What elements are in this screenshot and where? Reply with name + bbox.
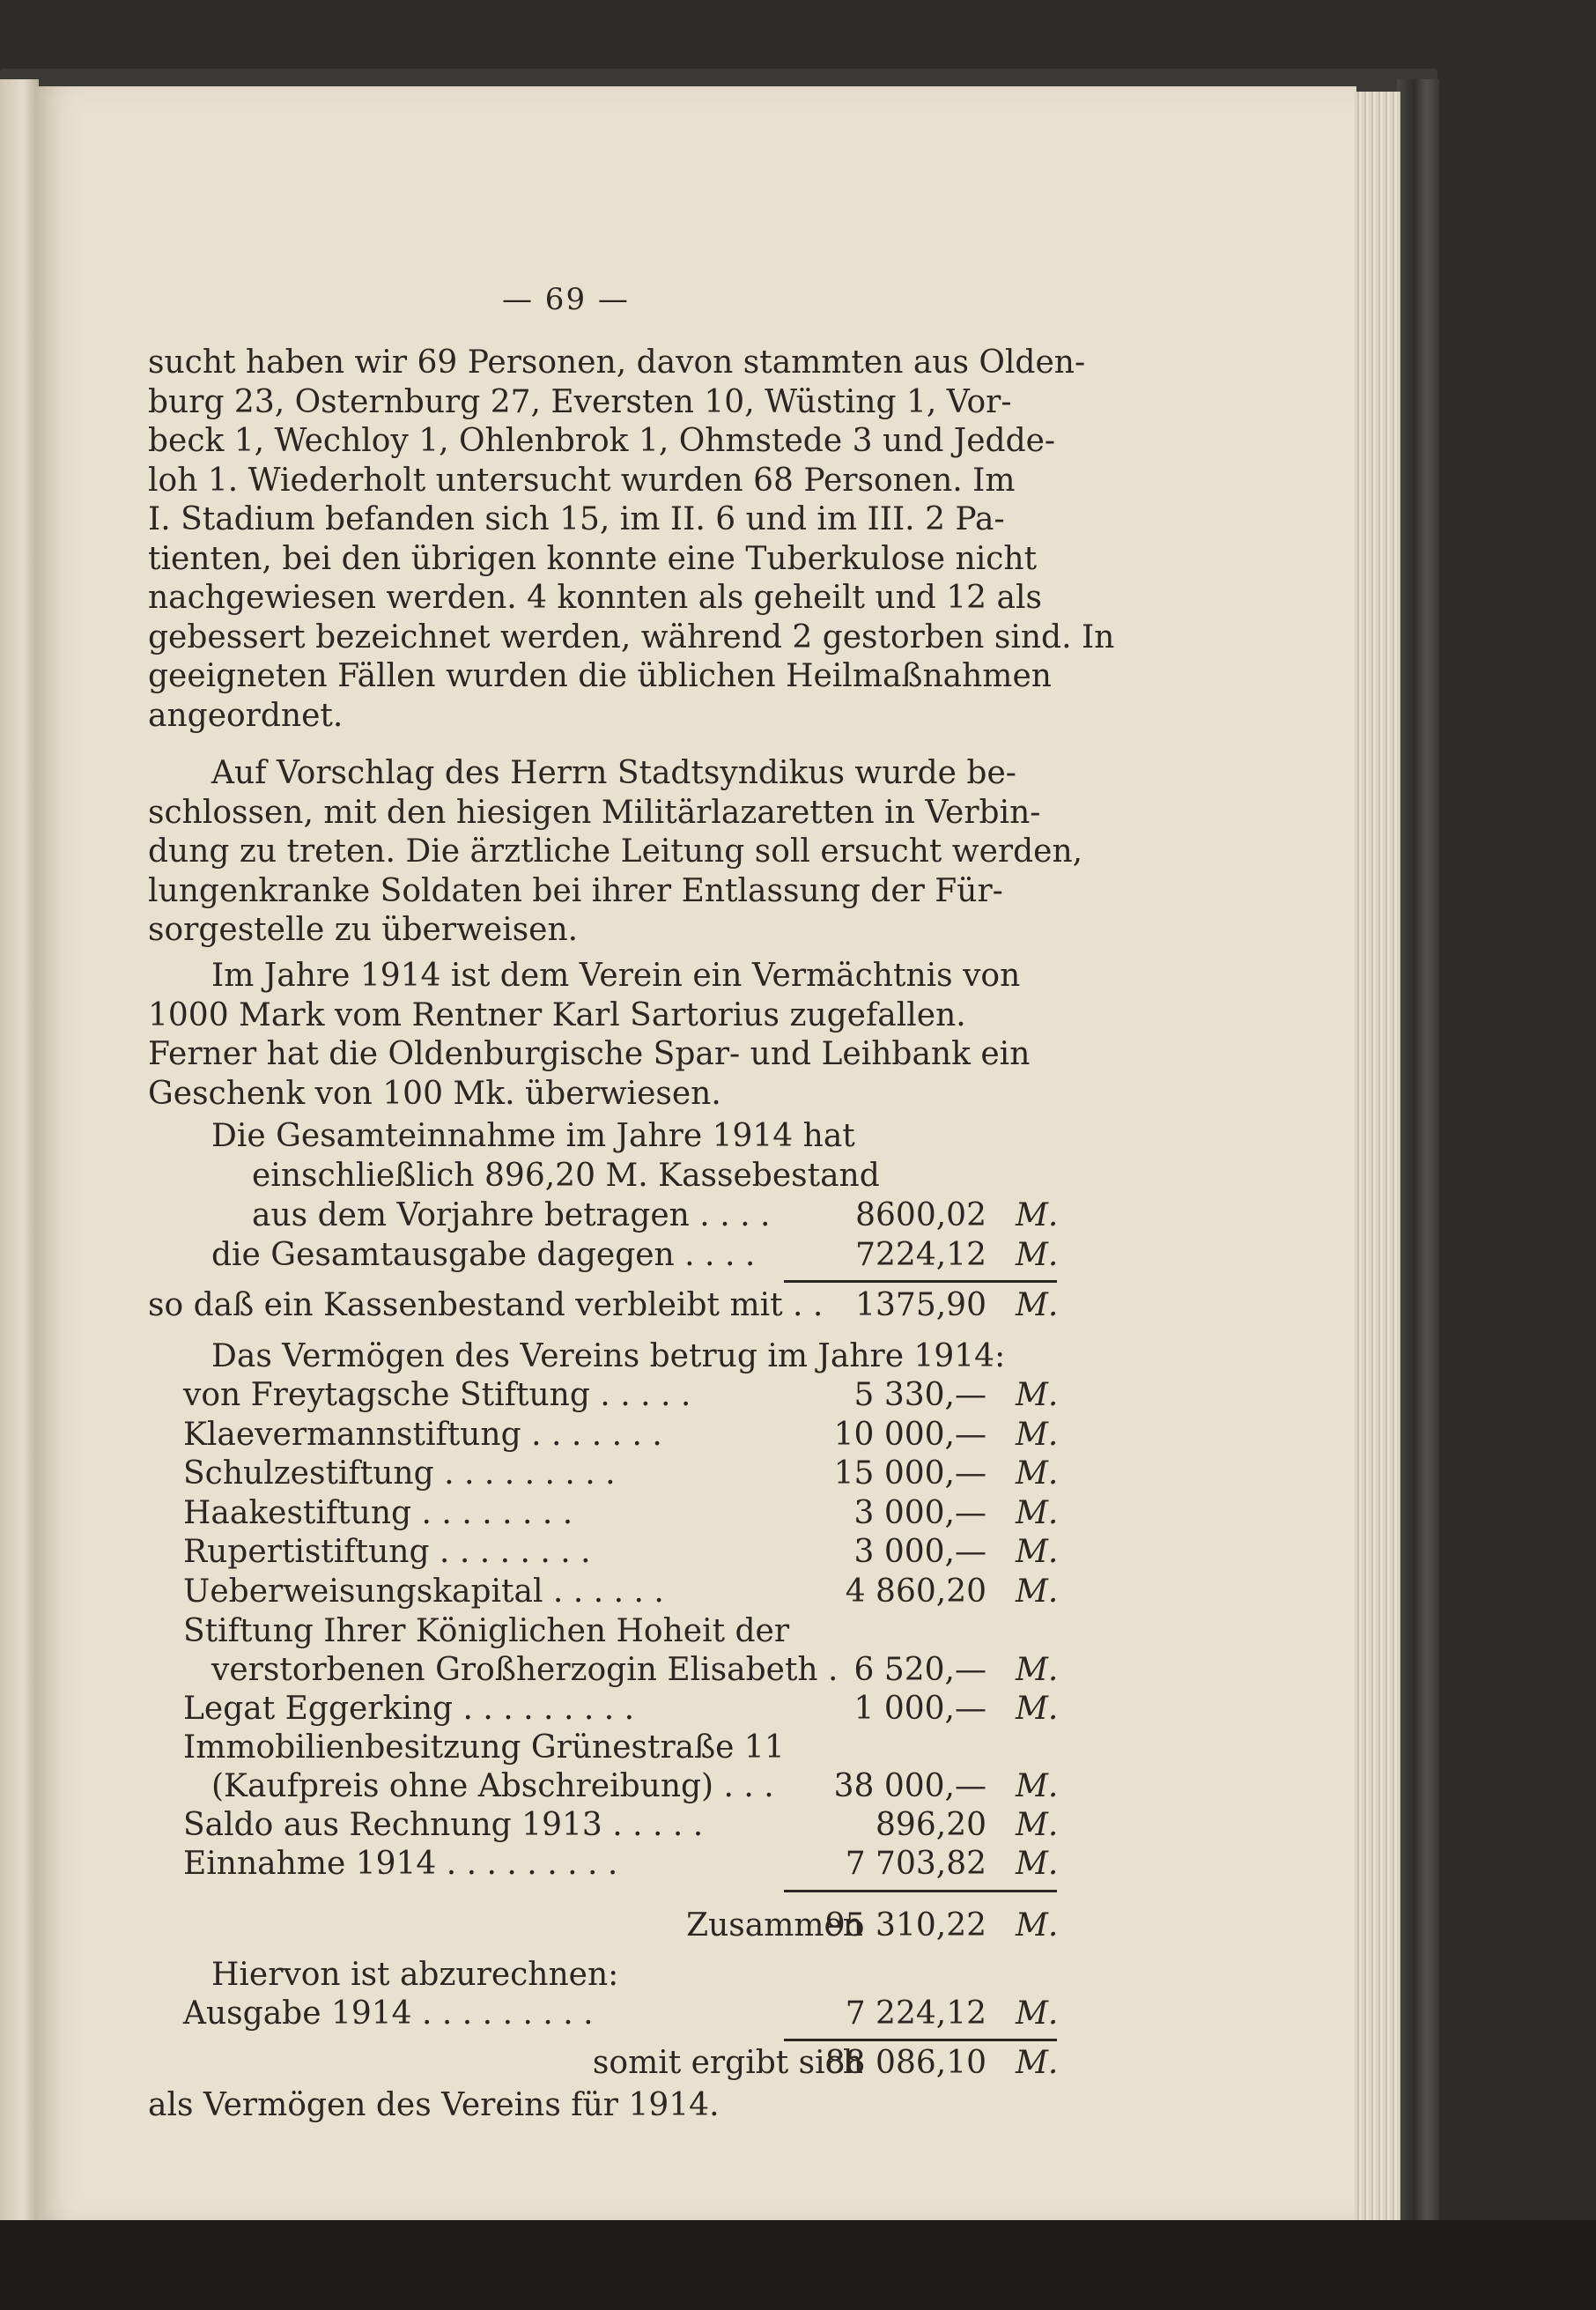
asset-row [148, 1651, 1064, 1690]
table-surface [0, 2220, 1596, 2310]
paragraph-1-line: sucht haben wir 69 Personen, davon stammten aus Olden- [148, 344, 1086, 381]
finance-result-unit: M. [1016, 1287, 1059, 1323]
asset-row [148, 1573, 1064, 1611]
asset-row-amount: 3 000,— [853, 1494, 986, 1531]
asset-row [148, 1455, 1064, 1493]
finance-row [148, 1196, 1064, 1235]
assets-total-amount: 95 310,22 [824, 1907, 986, 1944]
asset-row-label: Rupertistiftung . . . . . . . . [183, 1534, 591, 1570]
sum-rule [784, 1280, 1057, 1283]
asset-row-unit: M. [1016, 1534, 1059, 1570]
asset-row-label: verstorbenen Großherzogin Elisabeth . [211, 1652, 839, 1688]
asset-row-amount: 5 330,— [853, 1377, 986, 1413]
finance-result-amount: 1375,90 [855, 1287, 986, 1323]
asset-row [148, 1416, 1064, 1455]
paragraph-2-line: schlossen, mit den hiesigen Militärlazaretten in Verbin- [148, 794, 1041, 831]
asset-row-label: Haakestiftung . . . . . . . . [183, 1494, 573, 1531]
asset-row-label: (Kaufpreis ohne Abschreibung) . . . [211, 1768, 774, 1804]
assets-result-unit: M. [1016, 2045, 1059, 2081]
finance-intro: Die Gesamteinnahme im Jahre 1914 hat [211, 1118, 855, 1154]
asset-row-amount: 7 224,12 [845, 1995, 986, 2032]
asset-row-label: von Freytagsche Stiftung . . . . . [183, 1377, 691, 1413]
asset-row [148, 1494, 1064, 1533]
asset-row-label: Stiftung Ihrer Königlichen Hoheit der [183, 1613, 790, 1649]
paragraph-3-line: Ferner hat die Oldenburgische Spar- und Leihbank ein [148, 1036, 1031, 1072]
paragraph-1-line: burg 23, Osternburg 27, Eversten 10, Wüsting 1, Vor- [148, 383, 1012, 420]
asset-row-label: Ausgabe 1914 . . . . . . . . . [183, 1995, 594, 2032]
book-spine-edge [1397, 79, 1439, 2229]
assets-result [148, 2044, 1064, 2083]
assets-intro: Das Vermögen des Vereins betrug im Jahre 1914: [211, 1338, 1006, 1374]
assets-result-amount: 88 086,10 [824, 2045, 986, 2081]
assets-deduction-intro: Hiervon ist abzurechnen: [211, 1957, 619, 1993]
paragraph-2-line: sorgestelle zu überweisen. [148, 912, 579, 948]
finance-row-label: aus dem Vorjahre betragen . . . . [252, 1197, 771, 1233]
paragraph-1-line: geeigneten Fällen wurden die üblichen Heilmaßnahmen [148, 658, 1052, 694]
asset-row-label: Schulzestiftung . . . . . . . . . [183, 1455, 616, 1492]
finance-result-label: so daß ein Kassenbestand verbleibt mit . . [148, 1287, 824, 1323]
assets-total [148, 1906, 1064, 1945]
paragraph-2-line: lungenkranke Soldaten bei ihrer Entlassung der Für- [148, 872, 1003, 909]
asset-row [148, 1533, 1064, 1572]
asset-row-unit: M. [1016, 1846, 1059, 1882]
asset-row-unit: M. [1016, 1652, 1059, 1688]
facing-page-edge [0, 79, 39, 2220]
paragraph-3-line: 1000 Mark vom Rentner Karl Sartorius zugefallen. [148, 996, 966, 1033]
paragraph-2-line: dung zu treten. Die ärztliche Leitung soll ersucht werden, [148, 833, 1083, 870]
asset-row [148, 1995, 1064, 2033]
asset-row [148, 1806, 1064, 1845]
book-page [35, 86, 1356, 2222]
paragraph-1-line: beck 1, Wechloy 1, Ohlenbrok 1, Ohmstede 3 und Jedde- [148, 423, 1056, 459]
asset-row-label: Saldo aus Rechnung 1913 . . . . . [183, 1807, 704, 1843]
asset-row-unit: M. [1016, 1416, 1059, 1453]
paragraph-2-line: Auf Vorschlag des Herrn Stadtsyndikus wurde be- [211, 755, 1016, 791]
paragraph-1-line: gebessert bezeichnet werden, während 2 gestorben sind. In [148, 618, 1115, 655]
asset-row-amount: 15 000,— [833, 1455, 986, 1492]
asset-row-label: Ueberweisungskapital . . . . . . [183, 1573, 664, 1610]
asset-row [148, 1376, 1064, 1415]
asset-row-amount: 10 000,— [833, 1416, 986, 1453]
assets-total-unit: M. [1016, 1907, 1059, 1944]
paragraph-3-line: Geschenk von 100 Mk. überwiesen. [148, 1075, 721, 1112]
asset-row-amount: 896,20 [876, 1807, 986, 1843]
finance-row [148, 1236, 1064, 1275]
asset-row-label: Einnahme 1914 . . . . . . . . . [183, 1846, 618, 1882]
asset-row-unit: M. [1016, 1807, 1059, 1843]
asset-row-amount: 38 000,— [833, 1768, 986, 1804]
finance-result [148, 1286, 1064, 1325]
sum-rule [784, 2039, 1057, 2041]
paragraph-3-line: Im Jahre 1914 ist dem Verein ein Vermächtnis von [211, 958, 1021, 994]
assets-result-label: somit ergibt sich [592, 2045, 863, 2081]
asset-row [148, 1845, 1064, 1884]
finance-row-unit: M. [1016, 1197, 1059, 1233]
finance-row-amount: 8600,02 [855, 1197, 986, 1233]
sum-rule [784, 1890, 1057, 1892]
asset-row-label: Immobilienbesitzung Grünestraße 11 [183, 1729, 785, 1766]
finance-row-unit: M. [1016, 1237, 1059, 1273]
asset-row-amount: 3 000,— [853, 1534, 986, 1570]
asset-row-unit: M. [1016, 1377, 1059, 1413]
asset-row-label: Klaevermannstiftung . . . . . . . [183, 1416, 662, 1453]
asset-row-amount: 6 520,— [853, 1652, 986, 1688]
paragraph-1-line: loh 1. Wiederholt untersucht wurden 68 Personen. Im [148, 462, 1016, 499]
paragraph-1-line: angeordnet. [148, 697, 344, 734]
finance-row-amount: 7224,12 [855, 1237, 986, 1273]
asset-row [148, 1690, 1064, 1729]
asset-row [148, 1767, 1064, 1806]
asset-row-amount: 4 860,20 [845, 1573, 986, 1610]
asset-row-unit: M. [1016, 1768, 1059, 1804]
finance-row-label: die Gesamtausgabe dagegen . . . . [211, 1237, 756, 1273]
asset-row-unit: M. [1016, 1494, 1059, 1531]
page-number: — 69 — [502, 282, 630, 317]
asset-row-unit: M. [1016, 1573, 1059, 1610]
asset-row-unit: M. [1016, 1691, 1059, 1727]
finance-intro: einschließlich 896,20 M. Kassebestand [252, 1158, 880, 1194]
closing-line: als Vermögen des Vereins für 1914. [148, 2087, 720, 2123]
assets-total-label: Zusammen [686, 1907, 863, 1944]
asset-row-unit: M. [1016, 1995, 1059, 2032]
asset-row-unit: M. [1016, 1455, 1059, 1492]
paragraph-1-line: I. Stadium befanden sich 15, im II. 6 und im III. 2 Pa- [148, 501, 1005, 537]
asset-row-label: Legat Eggerking . . . . . . . . . [183, 1691, 635, 1727]
paragraph-1-line: nachgewiesen werden. 4 konnten als geheilt und 12 als [148, 580, 1042, 616]
asset-row-amount: 1 000,— [853, 1691, 986, 1727]
asset-row-amount: 7 703,82 [845, 1846, 986, 1882]
page-stack-edges [1355, 92, 1400, 2222]
paragraph-1-line: tienten, bei den übrigen konnte eine Tuberkulose nicht [148, 540, 1038, 577]
